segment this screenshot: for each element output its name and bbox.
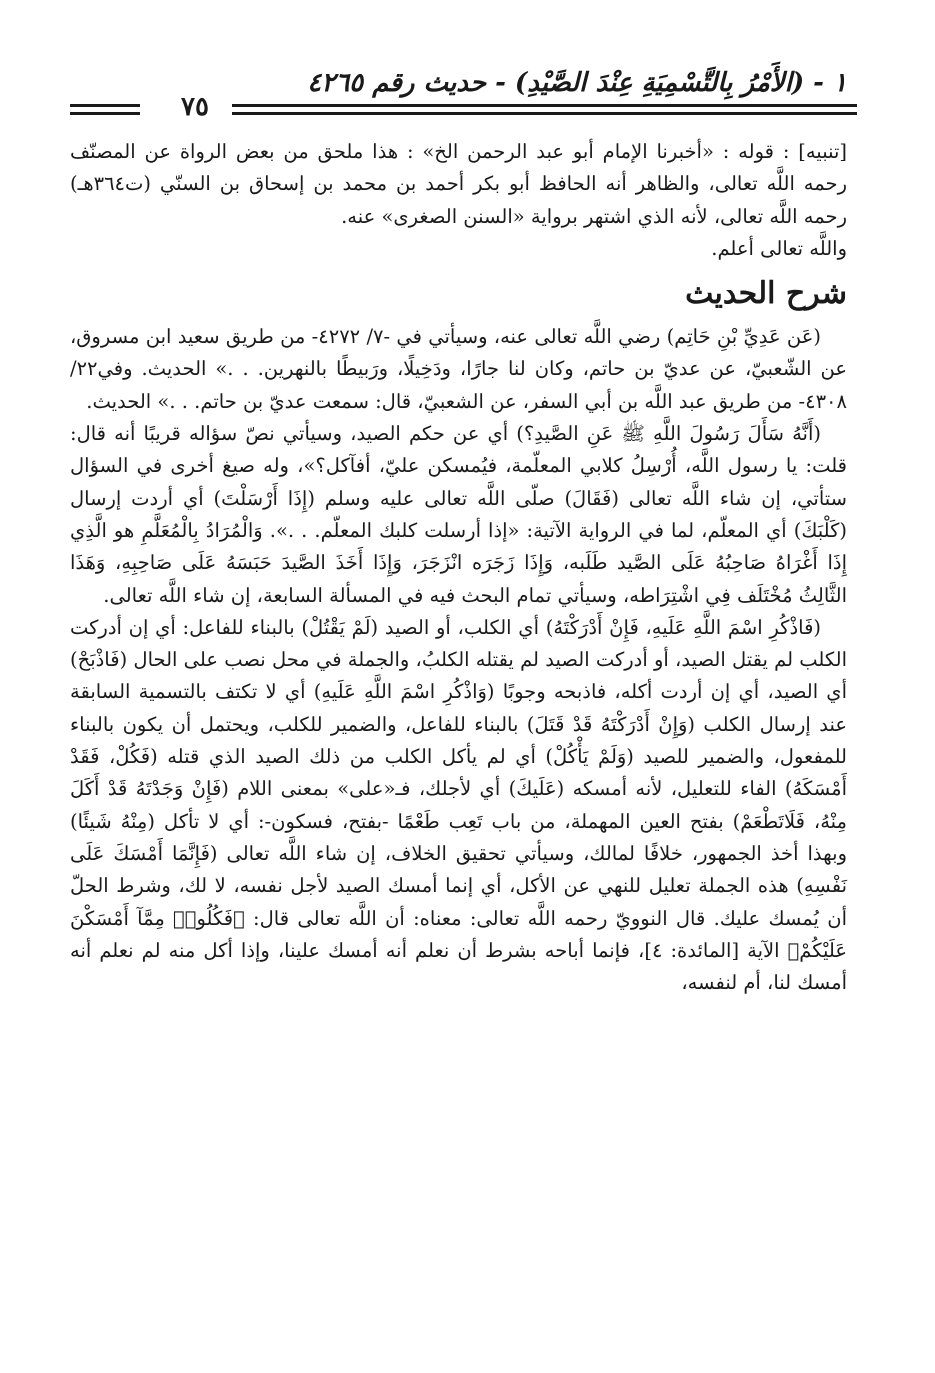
- page-body: [70, 136, 847, 999]
- commentary-paragraph: (فَاذْكُرِ اسْمَ اللَّهِ عَلَيهِ، فَإِنْ أَدْرَكْتَهُ) أي الكلب، أو الصيد (لَمْ يَقْتُلْ) بالبناء للفاعل: أي إن أدركت الكلب لم يقتل الصيد، أو أدركت الصيد لم يقتله الكلبُ، والجملة في محل نصب على الحال (فَاذْبَحْ) أي الصيد، أي إن أردت أكله، فاذبحه وجوبًا (وَاذْكُرِ اسْمَ اللَّهِ عَلَيهِ) أي لا تكتف بالتسمية السابقة عند إرسال الكلب (وَإِنْ أَدْرَكْتَهُ قَدْ قَتَلَ) بالبناء للفاعل، والضمير للكلب، ويحتمل أن يكون بالبناء للمفعول، والضمير للصيد (وَلَمْ يَأْكُلْ) أي لم يأكل الكلب من ذلك الصيد الذي قتله (فَكُلْ، فَقَدْ أَمْسَكَهُ) الفاء للتعليل، لأنه أمسكه (عَلَيكَ) أي لأجلك، فـ«على» بمعنى اللام (فَإِنْ وَجَدْتَهُ قَدْ أَكَلَ مِنْهُ، فَلَاتَطْعَمْ) بفتح العين المهملة، من باب تَعِب طَعْمًا -بفتح، فسكون-: أي لا تأكل (مِنْهُ شَيئًا) وبهذا أخذ الجمهور، خلافًا لمالك، وسيأتي تحقيق الخلاف، إن شاء اللَّه تعالى (فَإِنَّمَا أَمْسَكَ عَلَى نَفْسِهِ) هذه الجملة تعليل للنهي عن الأكل، أي إنما أمسك الصيد لأجل نفسه، لا لك، وشرط الحلّ أن يُمسك عليك. قال النوويّ رحمه اللَّه تعالى: معناه: أن اللَّه تعالى قال: ﴿فَكُلُوا۟ مِمَّآ أَمْسَكْنَ عَلَيْكُمْ﴾ الآية [المائدة: ٤]، فإنما أباحه بشرط أن نعلم أنه أمسك علينا، وإذا أكل منه لم نعلم أنه أمسك لنا، أم لنفسه،: [70, 615, 847, 995]
- header-rule-long-top: [232, 104, 857, 107]
- header-rule-short-bottom: [70, 112, 140, 115]
- section-heading: شرح الحديث: [685, 276, 847, 312]
- commentary-paragraph: (عَن عَدِيِّ بْنِ حَاتِم) رضي اللَّه تعالى عنه، وسيأتي في -٧/ ٤٢٧٢- من طريق سعيد ابن مسروق، عن الشّعبيّ، عن عديّ بن حاتم، وكان لنا جارًا، ودَخِيلًا، ورَبيطًا بالنهرين. . .» الحديث. وفي٢٢/ ٤٣٠٨- من طريق عبد اللَّه بن أبي السفر، عن الشعبيّ، قال: سمعت عديّ بن حاتم. . .» الحديث.: [70, 325, 847, 413]
- note-paragraph: [70, 136, 847, 265]
- header-rule-short-top: [70, 104, 140, 107]
- commentary-paragraph: (أَنَّهُ سَأَلَ رَسُولَ اللَّهِ ﷺ عَنِ الصَّيدِ؟) أي عن حكم الصيد، وسيأتي نصّ سؤاله قريبًا أنه قال: قلت: يا رسول اللَّه، أُرْسِلُ كلابي المعلّمة، فيُمسكن عليّ، أفآكل؟»، وله صيغ أخرى في السؤال ستأتي، إن شاء اللَّه تعالى (فَقَالَ) صلّى اللَّه تعالى عليه وسلم (إِذَا أَرْسَلْتَ) أي أردت إرسال (كَلْبَكَ) أي المعلّم، لما في الرواية الآتية: «إذا أرسلت كلبك المعلّم. . .». وَالْمُرَادُ بِالْمُعَلَّمِ هو الَّذِي إِذَا أَغْرَاهُ صَاحِبُهُ عَلَى الصَّيد طَلَبه، وَإِذَا زَجَرَه انْزَجَرَ، وَإِذَا أَخَذَ الصَّيدَ حَبَسَهُ عَلَى صَاحِبِهِ، وَهَذَا الثَّالِثُ مُخْتَلَف فِي اشْتِرَاطه، وسيأتي تمام البحث فيه في المسألة السابعة، إن شاء اللَّه تعالى.: [70, 422, 847, 607]
- note-line: [تنبيه] : قوله : «أخبرنا الإمام أبو عبد الرحمن الخ» : هذا ملحق من بعض الرواة عن: [144, 140, 847, 163]
- note-line: واللَّه تعالى أعلم.: [711, 236, 847, 260]
- note-line: المصنّف رحمه اللَّه تعالى، والظاهر أنه الحافظ أبو بكر أحمد بن محمد بن إسحاق بن: [70, 140, 847, 196]
- header-rule-long-bottom: [232, 112, 857, 115]
- page-number: ٧٥: [181, 92, 209, 122]
- running-header-title: ١ - (الأَمْرُ بِالتَّسْمِيَةِ عِنْدَ الصَّيْدِ) - حديث رقم ٤٢٦٥: [307, 68, 847, 98]
- note-line: السنّي (ت٣٦٤هـ) رحمه اللَّه تعالى، لأنه الذي اشتهر برواية «السنن الصغرى» عنه.: [70, 172, 847, 228]
